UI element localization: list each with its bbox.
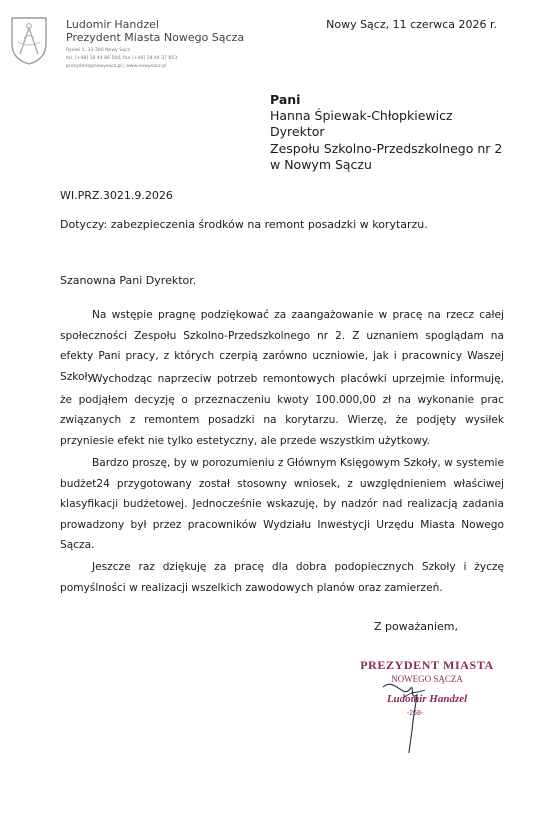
city-coat-of-arms-icon	[6, 14, 52, 66]
letterhead-phone-fax: tel. [+48] 18 44 86 500, fax [+48] 18 44 37 853	[66, 56, 178, 61]
recipient-institution: Zespołu Szkolno-Przedszkolnego nr 2	[270, 140, 503, 156]
letterhead-email-web: prezydent@nowysacz.pl | www.nowysacz.pl	[66, 64, 167, 69]
recipient-position: Dyrektor	[270, 124, 325, 140]
reference-number: WI.PRZ.3021.9.2026	[60, 189, 173, 202]
letterhead-name: Ludomir Handzel	[66, 18, 159, 31]
body-paragraph-4: Jeszcze raz dziękuję za pracę dla dobra podopiecznych Szkoły i życzę pomyślności w realizacji wszelkich zawodowych planów oraz zamierzeń.	[60, 561, 504, 594]
greeting: Szanowna Pani Dyrektor.	[60, 274, 197, 287]
stamp-line-1: PREZYDENT MIASTA	[360, 658, 494, 672]
signature-stamp	[355, 655, 495, 755]
stamp-signature-name: Ludomir Handzel	[386, 693, 468, 705]
body-paragraph-1: Na wstępie pragnę podziękować za zaangażowanie w pracę na rzecz całej społeczności Zespołu Szkolno-Przedszkolnego nr 2. Z uznaniem spoglądam na efekty Pani pracy, z których czerpią zarówno uczniowie, jak i pracownicy Waszej Szkoły.	[60, 309, 504, 383]
closing: Z poważaniem,	[374, 620, 459, 633]
recipient-block	[270, 92, 502, 173]
date-line: Nowy Sącz, 11 czerwca 2026 r.	[326, 18, 497, 31]
body-paragraph-3: Bardzo proszę, by w porozumieniu z Głównym Księgowym Szkoły, w systemie budżet24 przygotowany został stosowny wniosek, z uwzględnieniem właściwej klasyfikacji budżetowej. Jednocześnie wskazuję, by nadzór nad realizacją zadania prowadzony był przez pracowników Wydziału Inwestycji Urzędu Miasta Nowego Sącza.	[60, 457, 504, 551]
letterhead-address: Rynek 1, 33-300 Nowy Sącz	[66, 48, 130, 53]
recipient-title: Pani	[270, 92, 301, 107]
stamp-line-2: NOWEGO SĄCZA	[391, 674, 463, 684]
recipient-city: w Nowym Sączu	[270, 156, 372, 172]
stamp-number: -268-	[406, 710, 424, 717]
body-paragraph-2: Wychodząc naprzeciw potrzeb remontowych placówki uprzejmie informuję, że podjąłem decyzję o przeznaczeniu kwoty 100.000,00 zł na wykonanie prac związanych z remontem posadzki na korytarzu. Wierzę, że podjęty wysiłek przyniesie efekt nie tylko estetyczny, ale przede wszystkim użytkowy.	[60, 373, 504, 447]
letterhead-title: Prezydent Miasta Nowego Sącza	[66, 31, 245, 44]
recipient-name: Hanna Śpiewak-Chłopkiewicz	[270, 108, 453, 124]
subject-line: Dotyczy: zabezpieczenia środków na remont posadzki w korytarzu.	[60, 218, 428, 231]
